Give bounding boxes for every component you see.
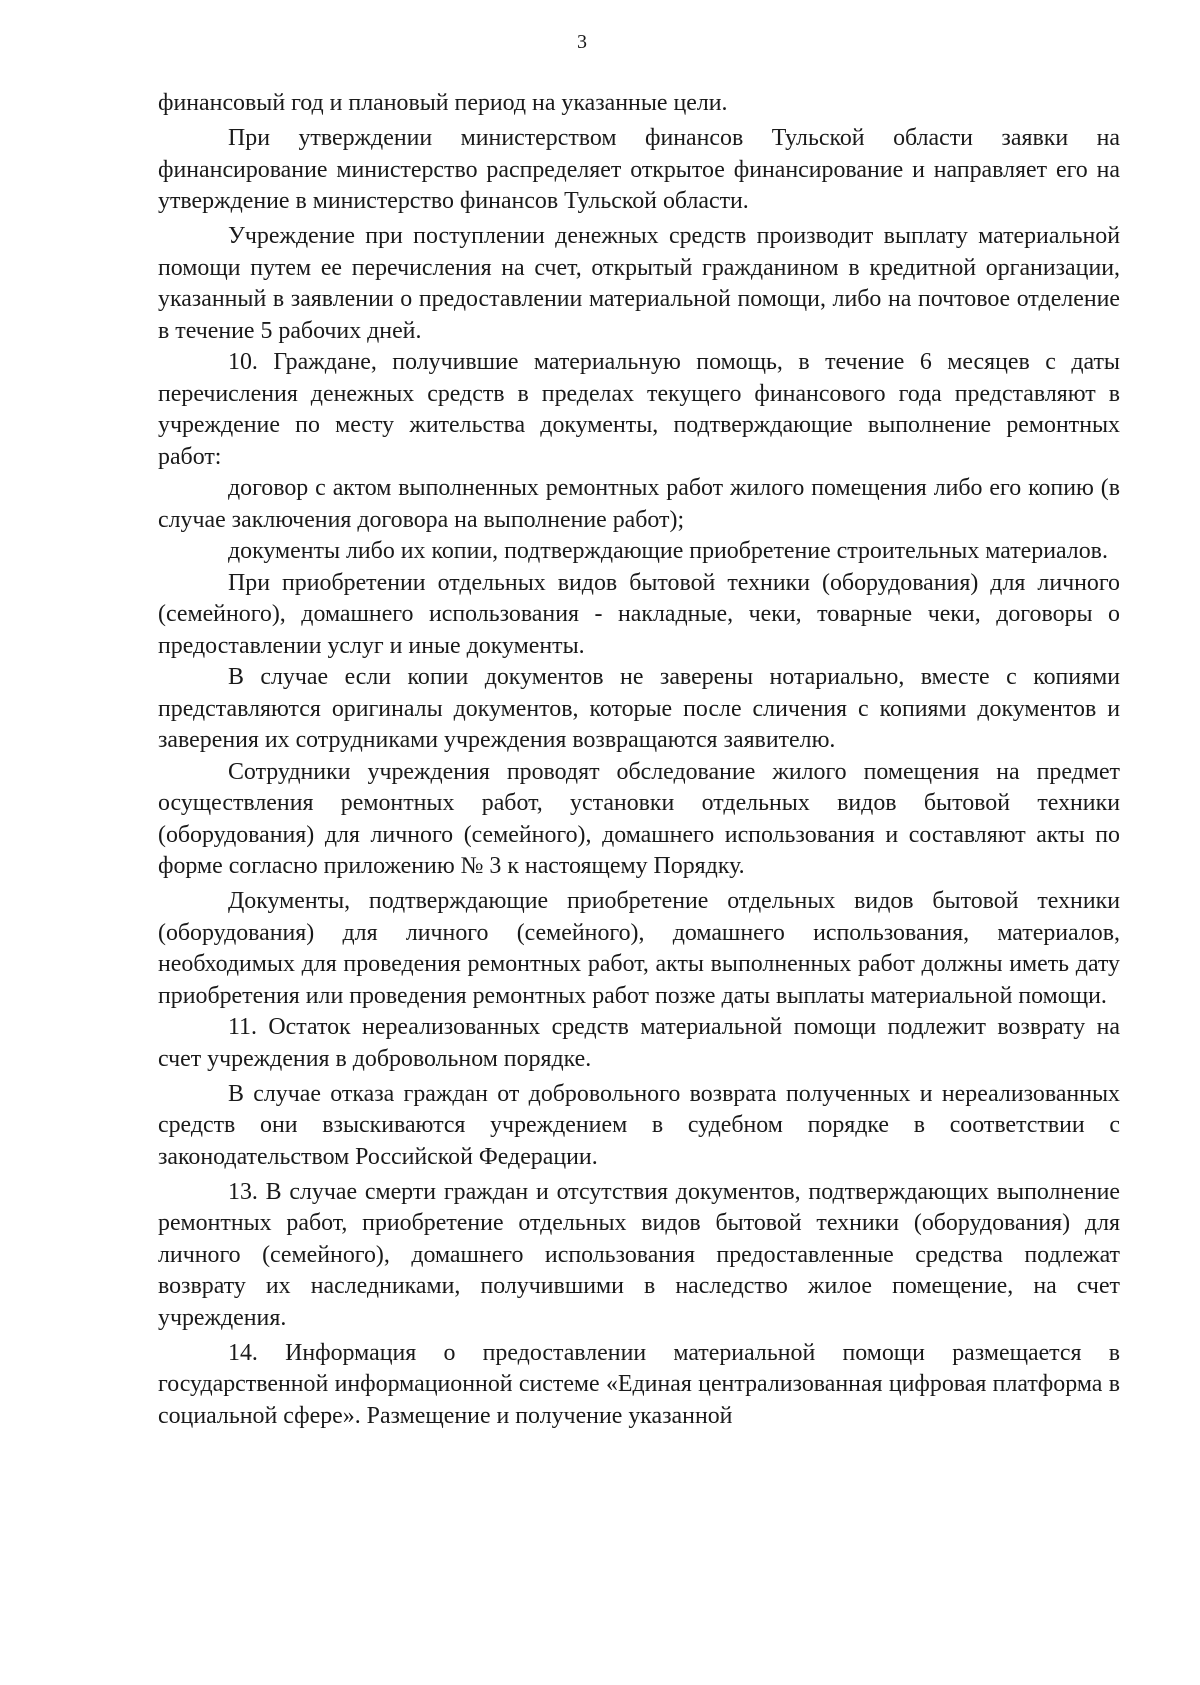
paragraph-document-dates: Документы, подтверждающие приобретение отдельных видов бытовой техники (оборудования) для личного (семейного), домашнего использования, материалов, необходимых для проведения ремонтных работ, акты выполненных работ должны иметь дату приобретения или проведения ремонтных работ позже даты выплаты материальной помощи. — [158, 888, 1120, 1009]
paragraph-budget-approval: При утверждении министерством финансов Тульской области заявки на финансирование министерство распределяет открытое финансирование и направляет его на утверждение в министерство финансов Тульской области. — [158, 125, 1120, 214]
paragraph-continuation: финансовый год и плановый период на указанные цели. — [158, 90, 728, 116]
paragraph-payment: Учреждение при поступлении денежных средств производит выплату материальной помощи путем ее перечисления на счет, открытый гражданином в кредитной организации, указанный в заявлении о предоставлении материальной помощи, либо на почтовое отделение в течение 5 рабочих дней. — [158, 223, 1120, 344]
paragraph-item-14: 14. Информация о предоставлении материальной помощи размещается в государственной информационной системе «Единая централизованная цифровая платформа в социальной сфере». Размещение и получение указанной — [158, 1339, 1120, 1429]
paragraph-inspection: Сотрудники учреждения проводят обследование жилого помещения на предмет осуществления ремонтных работ, установки отдельных видов бытовой техники (оборудования) для личного (семейного), домашнего использования и составляют акты по форме согласно приложению № 3 к настоящему Порядку. — [158, 758, 1120, 879]
paragraph-contract: договор с актом выполненных ремонтных работ жилого помещения либо его копию (в случае заключения договора на выполнение работ); — [158, 475, 1120, 533]
paragraph-item-10: 10. Граждане, получившие материальную помощь, в течение 6 месяцев с даты перечисления денежных средств в пределах текущего финансового года представляют в учреждение по месту жительства документы, подтверждающие выполнение ремонтных работ: — [158, 349, 1120, 470]
document-body — [158, 88, 1120, 1432]
page-number: 3 — [577, 31, 587, 53]
paragraph-refusal: В случае отказа граждан от добровольного возврата полученных и нереализованных средств они взыскиваются учреждением в судебном порядке в соответствии с законодательством Российской Федерации. — [158, 1080, 1120, 1170]
paragraph-item-13: 13. В случае смерти граждан и отсутствия документов, подтверждающих выполнение ремонтных работ, приобретение отдельных видов бытовой техники (оборудования) для личного (семейного), домашнего использования предоставленные средства подлежат возврату их наследниками, получившими в наследство жилое помещение, на счет учреждения. — [158, 1178, 1120, 1331]
paragraph-item-11: 11. Остаток нереализованных средств материальной помощи подлежит возврату на счет учреждения в добровольном порядке. — [158, 1014, 1120, 1072]
paragraph-appliances: При приобретении отдельных видов бытовой техники (оборудования) для личного (семейного), домашнего использования - накладные, чеки, товарные чеки, договоры о предоставлении услуг и иные документы. — [158, 569, 1120, 659]
paragraph-copies: В случае если копии документов не заверены нотариально, вместе с копиями представляются оригиналы документов, которые после сличения с копиями документов и заверения их сотрудниками учреждения возвращаются заявителю. — [158, 664, 1120, 753]
paragraph-materials-documents: документы либо их копии, подтверждающие приобретение строительных материалов. — [228, 538, 1108, 564]
